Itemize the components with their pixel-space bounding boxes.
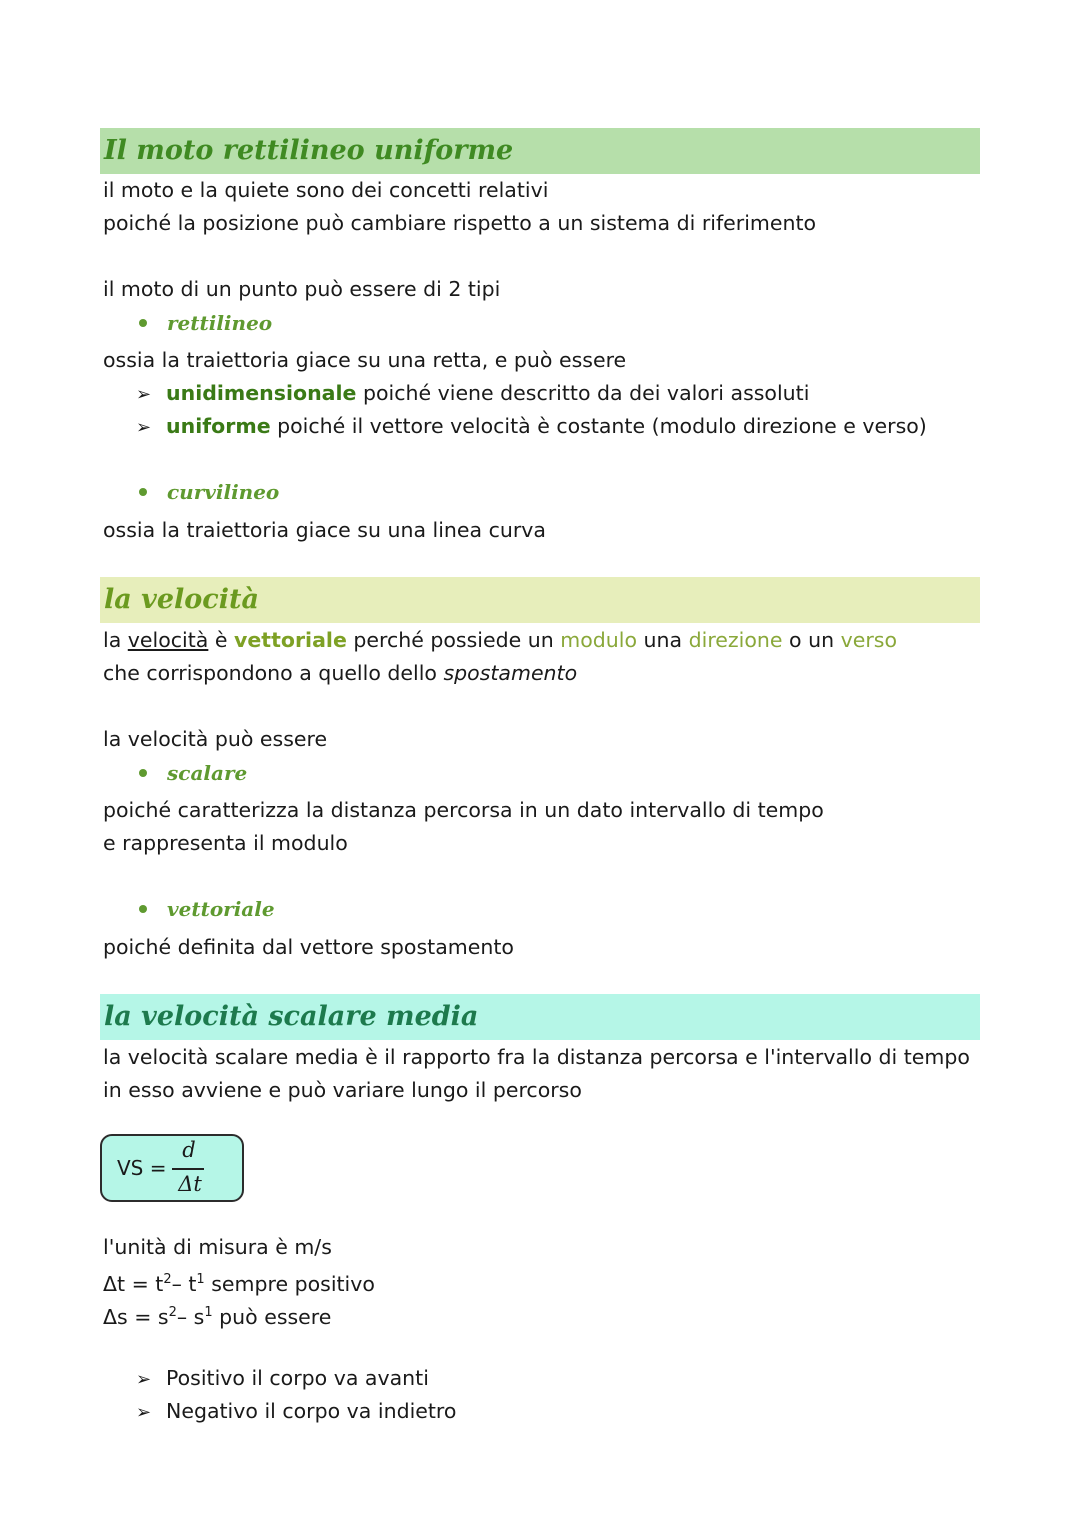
section-title: Il moto rettilineo uniforme xyxy=(104,135,514,166)
bullet-label: rettilineo xyxy=(167,311,273,335)
text-line: in esso avviene e può variare lungo il percorso xyxy=(103,1078,582,1102)
formula-lhs: VS = xyxy=(117,1156,167,1180)
text-line: il moto di un punto può essere di 2 tipi xyxy=(103,277,501,301)
superscript: 2 xyxy=(168,1305,177,1320)
arrow-right-icon: ➢ xyxy=(136,384,152,405)
text-span: Δs = s xyxy=(103,1304,169,1329)
text-line: la velocità scalare media è il rapporto fra la distanza percorsa e l'intervallo di tempo xyxy=(103,1045,970,1069)
bullet-label: curvilineo xyxy=(167,480,280,504)
delta-s-line xyxy=(103,1298,331,1332)
superscript: 1 xyxy=(196,1272,205,1287)
superscript: 1 xyxy=(204,1305,213,1320)
text-line: poiché la posizione può cambiare rispetto a un sistema di riferimento xyxy=(103,211,817,235)
text-span: è xyxy=(208,628,234,652)
formula-box xyxy=(100,1134,244,1202)
underlined-term: velocità xyxy=(127,628,209,652)
text-span: può essere xyxy=(212,1304,332,1329)
bullet-label: vettoriale xyxy=(167,897,275,921)
bullet-item xyxy=(139,477,279,507)
text-line: poiché definita dal vettore spostamento xyxy=(103,935,514,959)
text-line: il moto e la quiete sono dei concetti relativi xyxy=(103,178,549,202)
arrow-text: poiché il vettore velocità è costante (modulo direzione e verso) xyxy=(270,414,927,438)
text-span: che corrispondono a quello dello xyxy=(103,661,444,685)
keyword: vettoriale xyxy=(234,628,347,652)
arrow-right-icon: ➢ xyxy=(136,417,152,438)
keyword: unidimensionale xyxy=(166,381,357,405)
keyword: uniforme xyxy=(166,414,271,438)
bullet-dot-icon xyxy=(139,905,147,913)
text-line: la velocità può essere xyxy=(103,727,328,751)
text-span: sempre positivo xyxy=(204,1271,375,1296)
arrow-right-icon: ➢ xyxy=(136,1402,152,1423)
section-title: la velocità xyxy=(104,584,259,615)
bullet-item xyxy=(139,894,275,924)
bullet-item xyxy=(139,758,247,788)
section-header-velocita-scalare-media xyxy=(100,994,980,1040)
bullet-item xyxy=(139,308,272,338)
highlighted-term: modulo xyxy=(560,628,638,652)
text-span: Δt = t xyxy=(103,1271,164,1296)
formula-numerator: d xyxy=(182,1138,196,1162)
text-line: poiché caratterizza la distanza percorsa in un dato intervallo di tempo xyxy=(103,798,824,822)
bullet-label: scalare xyxy=(167,761,248,785)
highlighted-term: direzione xyxy=(688,628,783,652)
formula-denominator: Δt xyxy=(178,1172,202,1196)
arrow-item xyxy=(136,378,809,410)
text-span: perché possiede un xyxy=(346,628,561,652)
text-span: la xyxy=(103,628,128,652)
highlighted-term: verso xyxy=(840,628,897,652)
text-line: ossia la traiettoria giace su una linea curva xyxy=(103,518,546,542)
italic-term: spostamento xyxy=(443,661,578,685)
section-header-moto xyxy=(100,128,980,174)
text-span: – t xyxy=(171,1271,197,1296)
arrow-item xyxy=(136,1396,456,1428)
text-span: o un xyxy=(782,628,841,652)
text-line: ossia la traiettoria giace su una retta, e può essere xyxy=(103,348,627,372)
bullet-dot-icon xyxy=(139,319,147,327)
text-span: una xyxy=(637,628,689,652)
arrow-text: poiché viene descritto da dei valori assoluti xyxy=(356,381,810,405)
bullet-dot-icon xyxy=(139,488,147,496)
arrow-right-icon: ➢ xyxy=(136,1369,152,1390)
arrow-item xyxy=(136,411,927,443)
section-header-velocita xyxy=(100,577,980,623)
arrow-text: Negativo il corpo va indietro xyxy=(166,1399,457,1423)
text-span: – s xyxy=(176,1304,205,1329)
text-line: e rappresenta il modulo xyxy=(103,831,348,855)
text-line: l'unità di misura è m/s xyxy=(103,1235,332,1259)
arrow-text: Positivo il corpo va avanti xyxy=(166,1366,429,1390)
text-line xyxy=(103,625,897,655)
superscript: 2 xyxy=(163,1272,172,1287)
bullet-dot-icon xyxy=(139,769,147,777)
delta-t-line xyxy=(103,1265,375,1299)
fraction-bar xyxy=(172,1168,204,1170)
section-title: la velocità scalare media xyxy=(104,1001,479,1032)
arrow-item xyxy=(136,1363,429,1395)
text-line xyxy=(103,658,577,688)
